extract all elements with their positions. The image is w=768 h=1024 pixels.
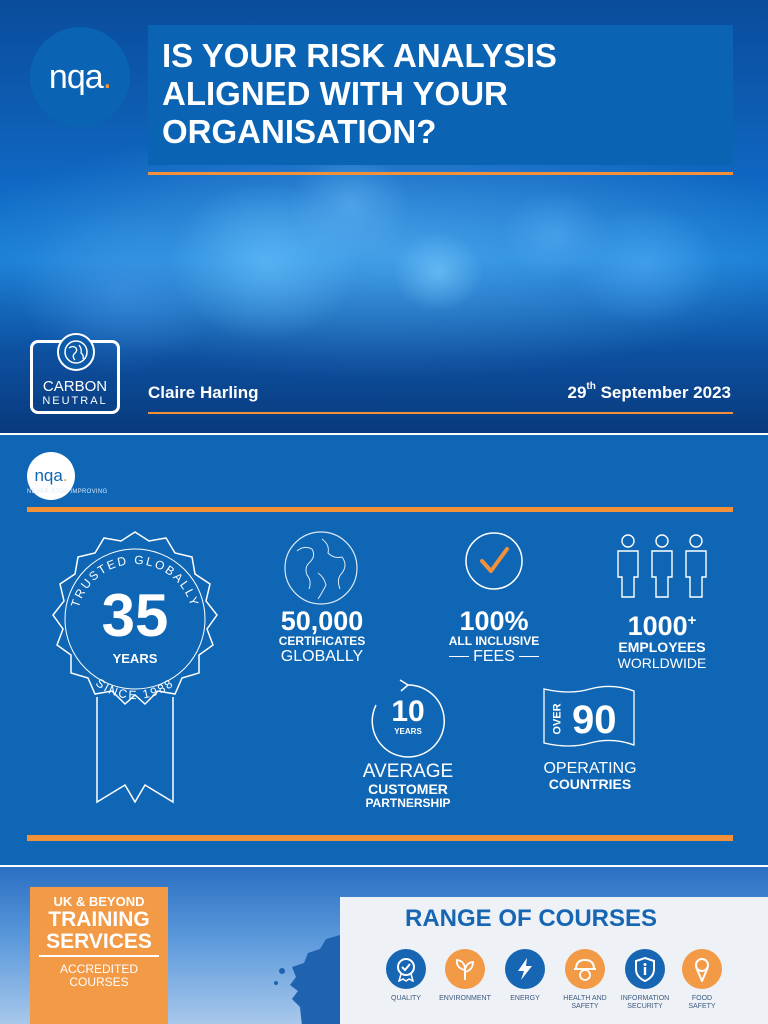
title-line: IS YOUR RISK ANALYSIS	[162, 37, 557, 74]
course-label-2: SAFETY	[571, 1003, 599, 1010]
badge-arc-bottom: SINCE 1988	[93, 675, 177, 703]
training-region: UK & BEYOND	[53, 894, 145, 909]
course-food-safety	[672, 949, 732, 1011]
fees-stat	[434, 607, 554, 665]
date-suffix: th	[586, 381, 596, 392]
tagline: NEVER STOP IMPROVING	[27, 489, 108, 495]
training-services-box	[30, 887, 168, 1024]
date-day: 29	[567, 383, 587, 402]
carbon-neutral-badge	[30, 340, 120, 414]
title-line: ORGANISATION?	[162, 113, 437, 150]
leaf-icon	[445, 949, 485, 989]
partnership-label: AVERAGE	[362, 761, 454, 782]
certificates-stat	[262, 607, 382, 665]
employees-value: 1000	[627, 611, 688, 641]
fees-label: ALL INCLUSIVE	[448, 634, 540, 648]
countries-label: OPERATING	[543, 760, 637, 777]
logo-dot: .	[62, 466, 68, 485]
training-divider	[39, 955, 159, 957]
course-label: HEALTH AND	[563, 995, 607, 1002]
employees-plus: +	[687, 612, 697, 629]
countries-value: 90	[572, 698, 617, 742]
fees-sublabel-row	[434, 648, 554, 665]
people-icon	[612, 533, 712, 599]
badge-unit: YEARS	[112, 651, 158, 666]
logo-dot: .	[102, 57, 112, 96]
partnership-unit: YEARS	[394, 727, 422, 736]
certificates-sublabel: GLOBALLY	[280, 648, 364, 665]
quality-badge-icon	[386, 949, 426, 989]
lightning-icon	[505, 949, 545, 989]
employees-sublabel: WORLDWIDE	[617, 655, 707, 671]
employees-label: EMPLOYEES	[618, 639, 706, 655]
info-shield-icon	[625, 949, 665, 989]
top-divider	[27, 507, 733, 512]
fees-sublabel: FEES	[473, 648, 515, 665]
training-sub-2: COURSES	[69, 975, 129, 989]
courses-title: RANGE OF COURSES	[405, 905, 658, 932]
countries-sublabel: COUNTRIES	[548, 776, 632, 792]
title-divider	[148, 172, 733, 175]
partnership-value: 10	[391, 695, 425, 728]
course-label-2: SECURITY	[627, 1003, 663, 1010]
title-line: ALIGNED WITH YOUR	[162, 75, 508, 112]
presentation-date	[567, 383, 731, 403]
courses-slide	[0, 865, 768, 1024]
training-title: TRAINING	[48, 908, 150, 931]
countries-badge	[550, 699, 630, 743]
course-information-security	[615, 949, 675, 1011]
course-environment	[435, 949, 495, 1003]
training-sub: ACCREDITED	[59, 962, 138, 976]
nqa-logo	[30, 27, 130, 127]
globe-icon	[57, 333, 95, 371]
fees-dash-right	[519, 656, 539, 657]
world-globe-icon	[282, 529, 360, 607]
hard-hat-icon	[565, 949, 605, 989]
countries-stat	[520, 760, 660, 792]
date-rest: September 2023	[595, 383, 731, 402]
checkmark-icon	[464, 531, 524, 591]
years-badge	[35, 527, 235, 727]
course-label: FOOD	[691, 995, 713, 1002]
stats-slide	[0, 433, 768, 865]
ice-cream-icon	[682, 949, 722, 989]
course-quality	[376, 949, 436, 1003]
neutral-label: NEUTRAL	[42, 395, 108, 407]
employees-stat	[602, 607, 722, 672]
partnership-years	[366, 697, 450, 736]
bottom-divider	[27, 835, 733, 841]
badge-number: 35	[101, 582, 169, 649]
fees-value: 100%	[459, 606, 529, 636]
course-energy	[495, 949, 555, 1003]
carbon-label: CARBON	[42, 378, 108, 395]
range-of-courses-panel	[340, 897, 768, 1024]
course-label-2: SAFETY	[688, 1003, 716, 1010]
presenter-name: Claire Harling	[148, 383, 259, 402]
course-label: ENVIRONMENT	[439, 995, 491, 1002]
logo-text: nqa	[48, 57, 103, 96]
logo-text: nqa	[34, 466, 63, 485]
countries-prefix: OVER	[551, 703, 564, 735]
badge-arc-top: TRUSTED GLOBALLY	[68, 552, 202, 610]
course-label: ENERGY	[510, 995, 540, 1002]
training-title-2: SERVICES	[46, 930, 152, 953]
course-label: QUALITY	[391, 995, 421, 1002]
partnership-sublabel: CUSTOMER	[368, 781, 448, 797]
employees-value-row	[602, 607, 722, 640]
presentation-title	[148, 25, 733, 165]
certificates-value: 50,000	[280, 606, 364, 636]
course-health-safety	[555, 949, 615, 1011]
title-slide	[0, 0, 768, 433]
fees-dash-left	[449, 656, 469, 657]
course-label: INFORMATION	[620, 995, 670, 1002]
partnership-sublabel2: PARTNERSHIP	[365, 796, 451, 810]
svg-text:SINCE 1988	[93, 676, 177, 703]
footer-divider	[148, 412, 733, 414]
partnership-stat	[336, 762, 480, 810]
certificates-label: CERTIFICATES	[278, 634, 366, 648]
